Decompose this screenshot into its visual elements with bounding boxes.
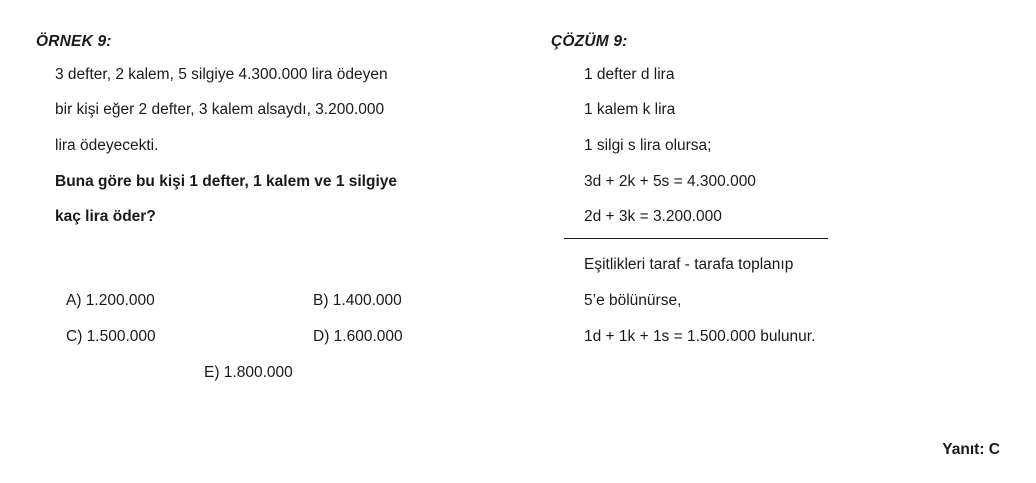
- option-c: C) 1.500.000: [66, 328, 156, 345]
- answer-label: Yanıt: C: [942, 441, 1000, 458]
- option-e: E) 1.800.000: [204, 364, 293, 381]
- example-title: ÖRNEK 9:: [36, 33, 112, 50]
- solution-line-2: 1 kalem k lira: [584, 101, 676, 118]
- option-d: D) 1.600.000: [313, 328, 403, 345]
- option-b: B) 1.400.000: [313, 292, 402, 309]
- example-text-line-2: bir kişi eğer 2 defter, 3 kalem alsaydı, 3.200.000: [55, 101, 385, 118]
- solution-title: ÇÖZÜM 9:: [551, 33, 628, 50]
- solution-line-7: 5’e bölünürse,: [584, 292, 682, 309]
- example-text-line-3: lira ödeyecekti.: [55, 137, 159, 154]
- option-a: A) 1.200.000: [66, 292, 155, 309]
- equation-2: 2d + 3k = 3.200.000: [584, 208, 722, 225]
- solution-line-1: 1 defter d lira: [584, 66, 675, 83]
- solution-line-3: 1 silgi s lira olursa;: [584, 137, 712, 154]
- question-line-1: Buna göre bu kişi 1 defter, 1 kalem ve 1 silgiye: [55, 173, 398, 190]
- solution-result: 1d + 1k + 1s = 1.500.000 bulunur.: [584, 328, 816, 345]
- example-text-line-1: 3 defter, 2 kalem, 5 silgiye 4.300.000 lira ödeyen: [55, 66, 388, 83]
- question-line-2: kaç lira öder?: [55, 208, 156, 225]
- solution-line-6: Eşitlikleri taraf - tarafa toplanıp: [584, 256, 794, 273]
- sum-rule: [564, 238, 828, 239]
- equation-1: 3d + 2k + 5s = 4.300.000: [584, 173, 756, 190]
